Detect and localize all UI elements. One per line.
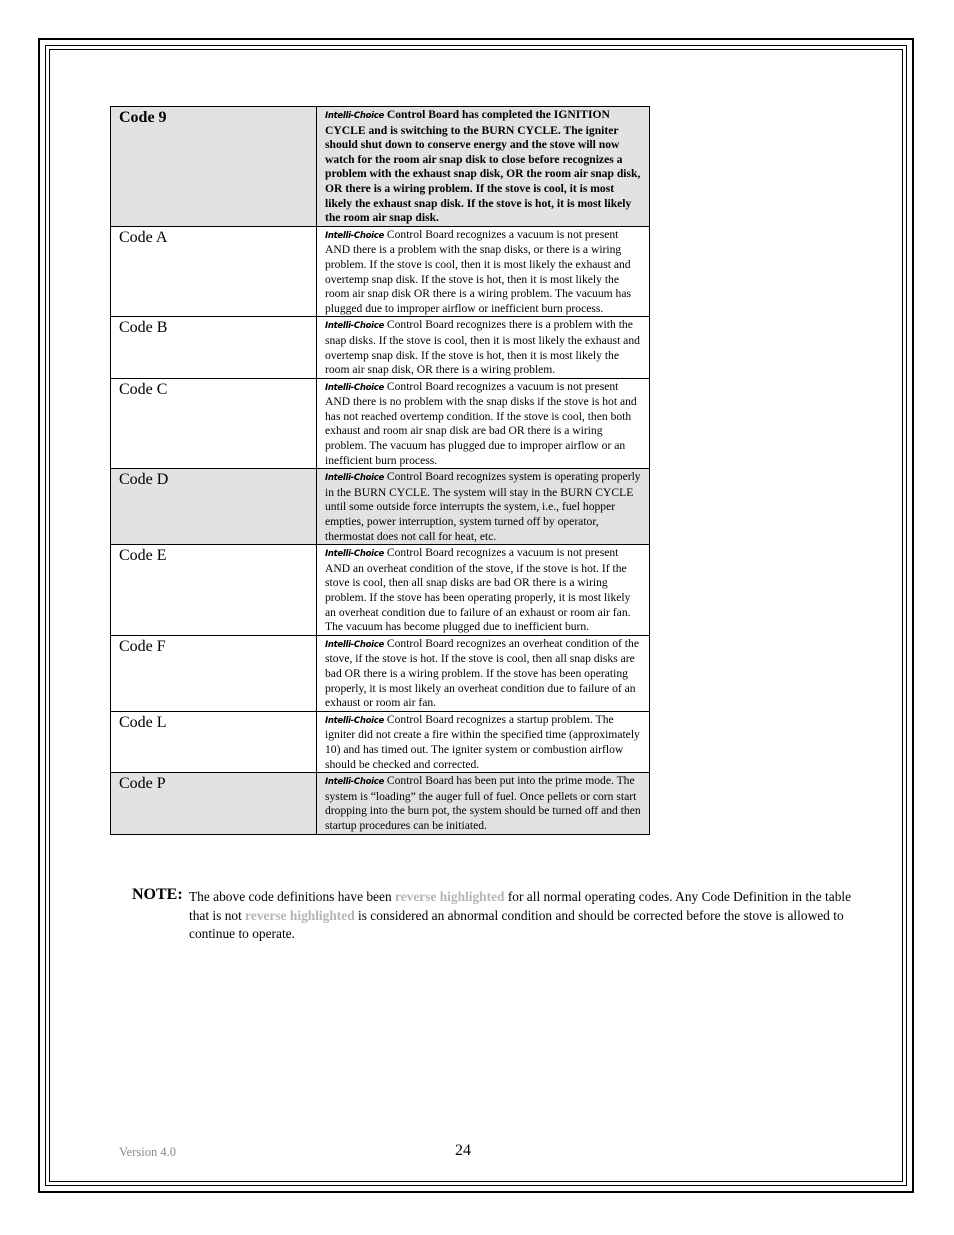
note-text-part: for all normal operating codes. Any Code Definition in the table that is not bbox=[189, 889, 852, 923]
brand-logo: Intelli-Choice bbox=[325, 639, 384, 650]
note-block bbox=[132, 886, 867, 944]
code-label: Code 9 bbox=[111, 107, 317, 227]
table-row bbox=[111, 317, 650, 378]
code-label: Code C bbox=[111, 378, 317, 469]
brand-logo: Intelli-Choice bbox=[325, 549, 384, 560]
description-text: Control Board recognizes an overheat condition of the stove, if the stove is hot. If the stove is cool, then all snap disks are bad OR there is a wiring problem. If the stove has been operating properly, it is most likely an overheat condition due to failure of an exhaust or room air fan. bbox=[325, 636, 639, 710]
description-text: Control Board recognizes system is operating properly in the BURN CYCLE. The system will stay in the BURN CYCLE until some outside force interrupts the system, i.e., fuel hopper empties, power interruption, system turned off by operator, thermostat does not call for heat, etc. bbox=[325, 470, 641, 543]
note-text-part: is considered an abnormal condition and should be corrected before the stove is allowed to continue to operate. bbox=[189, 907, 844, 941]
table-row bbox=[111, 711, 650, 772]
code-label: Code L bbox=[111, 711, 317, 772]
table-row bbox=[111, 107, 650, 227]
description-text: Control Board recognizes a vacuum is not present AND there is a problem with the snap disks, or there is a wiring problem. If the stove is cool, then it is most likely the exhaust and overtemp snap disk. If the stove is hot, then it is most likely the room air snap disk OR there is a wiring problem. The vacuum has plugged due to improper airflow or inefficient burn process. bbox=[325, 227, 631, 315]
reverse-highlighted-term: reverse highlighted bbox=[395, 889, 505, 904]
code-description bbox=[317, 317, 650, 378]
note-text bbox=[189, 886, 867, 944]
code-label: Code E bbox=[111, 545, 317, 636]
brand-logo: Intelli-Choice bbox=[325, 777, 384, 788]
note-text-part: The above code definitions have been bbox=[189, 889, 395, 904]
code-label: Code P bbox=[111, 773, 317, 834]
table-row bbox=[111, 378, 650, 469]
page-number: 24 bbox=[455, 1142, 471, 1159]
code-label: Code F bbox=[111, 635, 317, 711]
brand-logo: Intelli-Choice bbox=[325, 382, 384, 393]
description-text: Control Board recognizes a vacuum is not present AND there is no problem with the snap disks if the stove is hot and has not reached overtemp condition. If the stove is cool, then both exhaust and room air snap disk are bad OR there is a wiring problem. The vacuum has plugged due to improper airflow or an inefficient burn process. bbox=[325, 379, 637, 467]
code-label: Code A bbox=[111, 226, 317, 317]
code-description bbox=[317, 711, 650, 772]
code-description bbox=[317, 773, 650, 834]
description-text: Control Board has been put into the prime mode. The system is “loading” the auger full of fuel. Once pellets or corn start dropping into the burn pot, the system should be turned off and then startup procedures can be initiated. bbox=[325, 774, 641, 832]
brand-logo: Intelli-Choice bbox=[325, 321, 384, 332]
table-row bbox=[111, 635, 650, 711]
brand-logo: Intelli-Choice bbox=[325, 230, 384, 241]
code-description bbox=[317, 226, 650, 317]
description-text: Control Board recognizes a startup problem. The igniter did not create a fire within the specified time (approximately 10) and has timed out. The igniter system or combustion airflow should be checked and corrected. bbox=[325, 712, 640, 771]
reverse-highlighted-term: reverse highlighted bbox=[245, 907, 355, 923]
table-row bbox=[111, 226, 650, 317]
table-row bbox=[111, 545, 650, 636]
brand-logo: Intelli-Choice bbox=[325, 473, 384, 484]
table-row bbox=[111, 469, 650, 545]
code-description bbox=[317, 469, 650, 545]
description-text: Control Board has completed the IGNITION CYCLE and is switching to the BURN CYCLE. The igniter should shut down to conserve energy and the stove will now watch for the room air snap disk to close before recognizes a problem with the exhaust snap disk, OR the room air snap disk, OR there is a wiring problem. If the stove is cool, it is most likely the exhaust snap disk. If the stove is hot, it is most likely the room air snap disk. bbox=[325, 108, 641, 225]
code-description bbox=[317, 378, 650, 469]
code-description bbox=[317, 635, 650, 711]
code-label: Code D bbox=[111, 469, 317, 545]
brand-logo: Intelli-Choice bbox=[325, 111, 384, 121]
code-description bbox=[317, 107, 650, 227]
code-label: Code B bbox=[111, 317, 317, 378]
brand-logo: Intelli-Choice bbox=[325, 715, 384, 726]
description-text: Control Board recognizes there is a problem with the snap disks. If the stove is cool, then it is most likely the exhaust and overtemp snap disk. If the stove is hot, then it is most likely the room air snap disk, OR there is a wiring problem. bbox=[325, 318, 640, 377]
note-label: NOTE: bbox=[132, 886, 183, 903]
table-row bbox=[111, 773, 650, 834]
description-text: Control Board recognizes a vacuum is not present AND an overheat condition of the stove, if the stove is hot. If the stove is cool, then all snap disks are bad OR there is a wiring problem. If the stove has been operating properly, it is most likely an overheat condition due to failure of an exhaust or room air fan. The vacuum has become plugged due to inefficient burn. bbox=[325, 546, 631, 634]
code-description bbox=[317, 545, 650, 636]
version-label: Version 4.0 bbox=[119, 1145, 176, 1159]
code-definitions-table bbox=[110, 106, 650, 835]
